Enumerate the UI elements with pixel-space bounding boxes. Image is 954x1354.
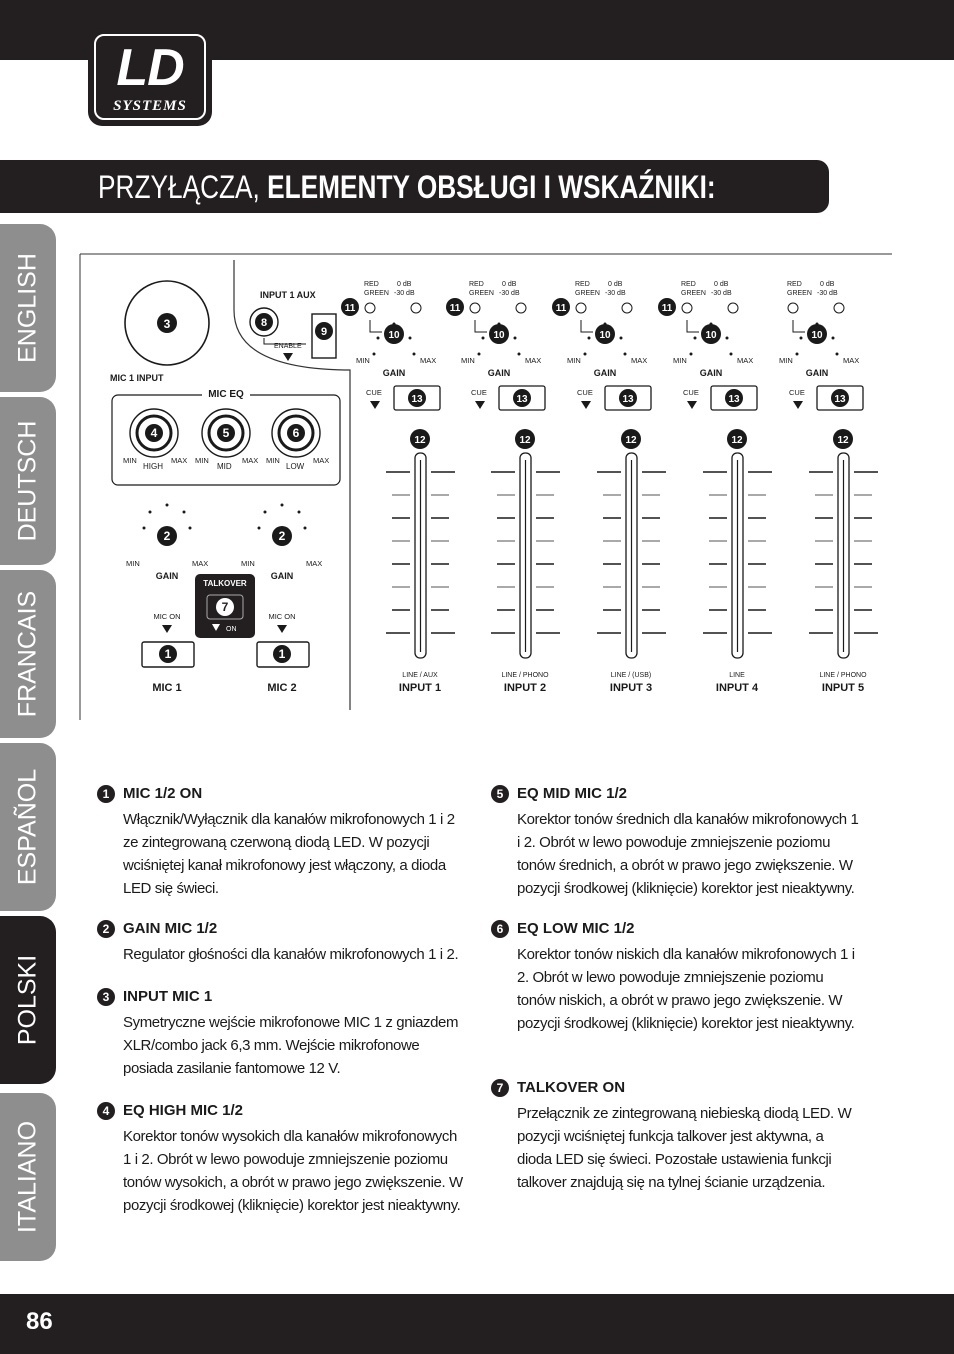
- green-led-label: GREEN: [364, 290, 389, 297]
- section-number-badge: 4: [97, 1102, 115, 1120]
- cue-arrow-icon: [687, 401, 697, 409]
- marker-10: 10: [811, 330, 823, 341]
- section-text: Korektor tonów niskich dla kanałów mikrofonowych 1 i 2. Obrót w lewo powoduje zmniejszenie poziomu tonów niskich, a obrót w prawo jego zwiększenie. W pozycji środkowej (kliknięcie) korektor jest nieaktywny.: [517, 946, 855, 1032]
- marker-1: 1: [278, 647, 286, 661]
- eq-high-label: HIGH: [143, 462, 163, 471]
- gain-max-label: MAX: [843, 356, 860, 365]
- page-title-bar: [0, 160, 829, 213]
- gain-min-label: MIN: [241, 559, 255, 568]
- tab-polski[interactable]: [0, 916, 56, 1084]
- gain-scale-dot: [730, 353, 733, 356]
- marker-13: 13: [622, 394, 634, 405]
- section-eq-low: [491, 919, 861, 1035]
- tab-label: ESPAÑOL: [13, 768, 42, 886]
- zero-db-label: 0 dB: [820, 281, 835, 288]
- enable-arrow-icon: [283, 353, 293, 361]
- section-gain-mic: [97, 919, 467, 966]
- gain-scale-dot: [832, 337, 835, 340]
- gain-scale-dot: [413, 353, 416, 356]
- section-title: TALKOVER ON: [517, 1079, 626, 1096]
- gain-min-label: MIN: [356, 356, 370, 365]
- logo-subtext: SYSTEMS: [113, 98, 187, 114]
- tab-deutsch[interactable]: [0, 397, 56, 565]
- gain-max-label: MAX: [192, 559, 209, 568]
- section-title: INPUT MIC 1: [123, 988, 213, 1005]
- green-led: [834, 303, 844, 313]
- eq-mid-label: MID: [217, 462, 232, 471]
- page-number: 86: [26, 1308, 53, 1335]
- green-led-label: GREEN: [575, 290, 600, 297]
- green-led: [622, 303, 632, 313]
- gain-scale-dot: [514, 337, 517, 340]
- marker-13: 13: [516, 394, 528, 405]
- marker-7: 7: [221, 600, 229, 614]
- channel-source-label: LINE: [729, 672, 745, 679]
- gain-max-label: MAX: [737, 356, 754, 365]
- minus30-db-label: -30 dB: [817, 290, 838, 297]
- marker-4: 4: [150, 426, 158, 440]
- marker-10: 10: [493, 330, 505, 341]
- gain-label: GAIN: [382, 368, 406, 378]
- gain-label: GAIN: [699, 368, 723, 378]
- cue-arrow-icon: [793, 401, 803, 409]
- section-input-mic: [97, 987, 467, 1080]
- marker-11: 11: [661, 303, 673, 314]
- marker-6: 6: [292, 426, 300, 440]
- section-number-badge: 1: [97, 785, 115, 803]
- eq-min-label: MIN: [195, 456, 209, 465]
- mic1-led-arrow-icon: [162, 625, 172, 633]
- logo-text: LD: [116, 39, 184, 97]
- red-led: [682, 303, 692, 313]
- marker-12: 12: [837, 435, 849, 446]
- red-led: [576, 303, 586, 313]
- mic1-on-label: MIC ON: [153, 612, 181, 621]
- led-bracket: [687, 320, 699, 332]
- zero-db-label: 0 dB: [714, 281, 729, 288]
- eq-low-knob[interactable]: [272, 409, 320, 457]
- section-number-badge: 3: [97, 988, 115, 1006]
- gain-mic2-knob[interactable]: [258, 504, 307, 547]
- channel-source-label: LINE / (USB): [610, 672, 652, 679]
- channel-source-label: LINE / AUX: [402, 672, 438, 679]
- input1-aux-label: INPUT 1 AUX: [260, 290, 316, 300]
- minus30-db-label: -30 dB: [499, 290, 520, 297]
- tab-label: FRANCAIS: [13, 590, 42, 718]
- gain-scale-dot: [377, 337, 380, 340]
- section-number-badge: 2: [97, 920, 115, 938]
- gain-scale-dot: [584, 353, 587, 356]
- section-number-badge: 7: [491, 1079, 509, 1097]
- section-text: Regulator głośności dla kanałów mikrofonowych 1 i 2.: [123, 946, 459, 963]
- section-text: Włącznik/Wyłącznik dla kanałów mikrofonowych 1 i 2 ze zintegrowaną czerwoną diodą LED. W pozycji wciśniętej kanał mikrofonowy jest włączony, a dioda LED się świeci.: [123, 811, 455, 897]
- section-title: MIC 1/2 ON: [123, 785, 203, 802]
- tab-francais[interactable]: [0, 570, 56, 738]
- minus30-db-label: -30 dB: [605, 290, 626, 297]
- tab-label: POLSKI: [13, 954, 42, 1046]
- section-number-badge: 6: [491, 920, 509, 938]
- marker-8: 8: [260, 317, 268, 329]
- marker-12: 12: [731, 435, 743, 446]
- gain-scale-dot: [836, 353, 839, 356]
- green-led: [516, 303, 526, 313]
- section-text: Symetryczne wejście mikrofonowe MIC 1 z gniazdem XLR/combo jack 6,3 mm. Wejście mikrofonowe posiada zasilanie fantomowe 12 V.: [123, 1014, 459, 1077]
- channel-name-label: INPUT 2: [503, 682, 547, 694]
- gain-scale-dot: [796, 353, 799, 356]
- channel-source-label: LINE / PHONO: [819, 672, 867, 679]
- marker-10: 10: [388, 330, 400, 341]
- red-led: [365, 303, 375, 313]
- channel-name-label: INPUT 4: [715, 682, 759, 694]
- gain-scale-dot: [588, 337, 591, 340]
- section-mic-on: [97, 784, 467, 900]
- gain-label: GAIN: [593, 368, 617, 378]
- gain-min-label: MIN: [567, 356, 581, 365]
- gain-max-label: MAX: [420, 356, 437, 365]
- gain-scale-dot: [694, 337, 697, 340]
- gain-scale-dot: [518, 353, 521, 356]
- mic-eq-label: MIC EQ: [208, 389, 244, 400]
- tab-label: DEUTSCH: [13, 420, 42, 542]
- page-title: PRZYŁĄCZA, ELEMENTY OBSŁUGI I WSKAŹNIKI:: [98, 169, 716, 205]
- cue-label: CUE: [789, 388, 805, 397]
- gain-max-label: MAX: [306, 559, 323, 568]
- mic2-on-label: MIC ON: [268, 612, 296, 621]
- section-eq-high: [97, 1101, 467, 1217]
- section-title: EQ LOW MIC 1/2: [517, 920, 635, 937]
- gain-scale-dot: [726, 337, 729, 340]
- gain-scale-dot: [800, 337, 803, 340]
- eq-max-label: MAX: [313, 456, 330, 465]
- marker-2: 2: [163, 529, 171, 543]
- marker-12: 12: [625, 435, 637, 446]
- green-led-label: GREEN: [681, 290, 706, 297]
- gain-scale-dot: [620, 337, 623, 340]
- cue-label: CUE: [577, 388, 593, 397]
- section-title: GAIN MIC 1/2: [123, 920, 218, 937]
- mic2-label: MIC 2: [267, 682, 297, 694]
- marker-11: 11: [449, 303, 461, 314]
- talkover-on-label: ON: [226, 626, 237, 633]
- eq-min-label: MIN: [123, 456, 137, 465]
- gain-scale-dot: [478, 353, 481, 356]
- marker-5: 5: [222, 426, 230, 440]
- gain-min-label: MIN: [461, 356, 475, 365]
- gain-label: GAIN: [487, 368, 511, 378]
- cue-arrow-icon: [475, 401, 485, 409]
- gain-scale-dot: [373, 353, 376, 356]
- zero-db-label: 0 dB: [502, 281, 517, 288]
- channel-name-label: INPUT 5: [821, 682, 865, 694]
- red-led-label: RED: [787, 281, 802, 288]
- mic1-label: MIC 1: [152, 682, 182, 694]
- cue-label: CUE: [471, 388, 487, 397]
- mixer-panel-diagram: [74, 250, 894, 720]
- led-bracket: [370, 320, 382, 332]
- talkover-label: TALKOVER: [203, 579, 247, 588]
- led-bracket: [581, 320, 593, 332]
- mic2-led-arrow-icon: [277, 625, 287, 633]
- gain-mic1-label: GAIN: [155, 571, 179, 581]
- marker-13: 13: [728, 394, 740, 405]
- gain-min-label: MIN: [779, 356, 793, 365]
- gain-label: GAIN: [805, 368, 829, 378]
- gain-min-label: MIN: [126, 559, 140, 568]
- green-led: [411, 303, 421, 313]
- marker-11: 11: [344, 303, 356, 314]
- marker-9: 9: [320, 326, 328, 338]
- gain-max-label: MAX: [631, 356, 648, 365]
- marker-13: 13: [411, 394, 423, 405]
- green-led-label: GREEN: [787, 290, 812, 297]
- eq-min-label: MIN: [266, 456, 280, 465]
- gain-min-label: MIN: [673, 356, 687, 365]
- section-eq-mid: [491, 784, 861, 900]
- channel-name-label: INPUT 1: [398, 682, 442, 694]
- marker-1: 1: [164, 647, 172, 661]
- marker-3: 3: [163, 317, 171, 331]
- section-text: Przełącznik ze zintegrowaną niebieską diodą LED. W pozycji wciśniętej funkcja talkover jest aktywna, a dioda LED się świeci. Pozostałe ustawienia funkcji talkover znajdują się na tylnej ścianie urządzenia.: [517, 1105, 852, 1191]
- cue-arrow-icon: [581, 401, 591, 409]
- tab-italiano[interactable]: [0, 1093, 56, 1261]
- channel-name-label: INPUT 3: [609, 682, 653, 694]
- red-led: [788, 303, 798, 313]
- gain-scale-dot: [482, 337, 485, 340]
- eq-mid-knob[interactable]: [202, 409, 250, 457]
- gain-mic2-label: GAIN: [270, 571, 294, 581]
- marker-12: 12: [414, 435, 426, 446]
- channel-source-label: LINE / PHONO: [501, 672, 549, 679]
- footer-bar: [0, 1294, 954, 1354]
- section-talkover: [491, 1078, 861, 1194]
- marker-10: 10: [705, 330, 717, 341]
- line-channel-strips: [341, 281, 878, 694]
- minus30-db-label: -30 dB: [711, 290, 732, 297]
- tab-label: ITALIANO: [13, 1120, 42, 1234]
- eq-max-label: MAX: [171, 456, 188, 465]
- cue-label: CUE: [683, 388, 699, 397]
- section-number-badge: 5: [491, 785, 509, 803]
- tab-english[interactable]: [0, 224, 56, 392]
- section-text: Korektor tonów wysokich dla kanałów mikrofonowych 1 i 2. Obrót w lewo powoduje zmniejszenie poziomu tonów wysokich, a obrót w prawo jego zwiększenie. W pozycji środkowej (kliknięcie) korektor jest nieaktywny.: [123, 1128, 463, 1214]
- ld-systems-logo: [88, 28, 212, 126]
- gain-max-label: MAX: [525, 356, 542, 365]
- red-led-label: RED: [469, 281, 484, 288]
- gain-scale-dot: [409, 337, 412, 340]
- marker-2: 2: [278, 529, 286, 543]
- zero-db-label: 0 dB: [397, 281, 412, 288]
- minus30-db-label: -30 dB: [394, 290, 415, 297]
- red-led-label: RED: [575, 281, 590, 288]
- section-text: Korektor tonów średnich dla kanałów mikrofonowych 1 i 2. Obrót w lewo powoduje zmniejszenie poziomu tonów średnich, a obrót w prawo jego zwiększenie. W pozycji środkowej (kliknięcie) korektor jest nieaktywny.: [517, 811, 859, 897]
- cue-arrow-icon: [370, 401, 380, 409]
- tab-espanol[interactable]: [0, 743, 56, 911]
- mic1-input-label: MIC 1 INPUT: [110, 373, 164, 383]
- green-led-label: GREEN: [469, 290, 494, 297]
- led-bracket: [793, 320, 805, 332]
- section-title: EQ HIGH MIC 1/2: [123, 1102, 244, 1119]
- gain-mic1-knob[interactable]: [143, 504, 192, 547]
- marker-11: 11: [555, 303, 567, 314]
- red-led-label: RED: [681, 281, 696, 288]
- marker-10: 10: [599, 330, 611, 341]
- led-bracket: [475, 320, 487, 332]
- section-title: EQ MID MIC 1/2: [517, 785, 628, 802]
- marker-12: 12: [519, 435, 531, 446]
- enable-label: ENABLE: [274, 343, 302, 350]
- eq-max-label: MAX: [242, 456, 259, 465]
- red-led: [470, 303, 480, 313]
- eq-low-label: LOW: [286, 462, 305, 471]
- eq-high-knob[interactable]: [130, 409, 178, 457]
- gain-scale-dot: [690, 353, 693, 356]
- zero-db-label: 0 dB: [608, 281, 623, 288]
- tab-label: ENGLISH: [13, 253, 42, 363]
- cue-label: CUE: [366, 388, 382, 397]
- marker-13: 13: [834, 394, 846, 405]
- gain-scale-dot: [624, 353, 627, 356]
- green-led: [728, 303, 738, 313]
- red-led-label: RED: [364, 281, 379, 288]
